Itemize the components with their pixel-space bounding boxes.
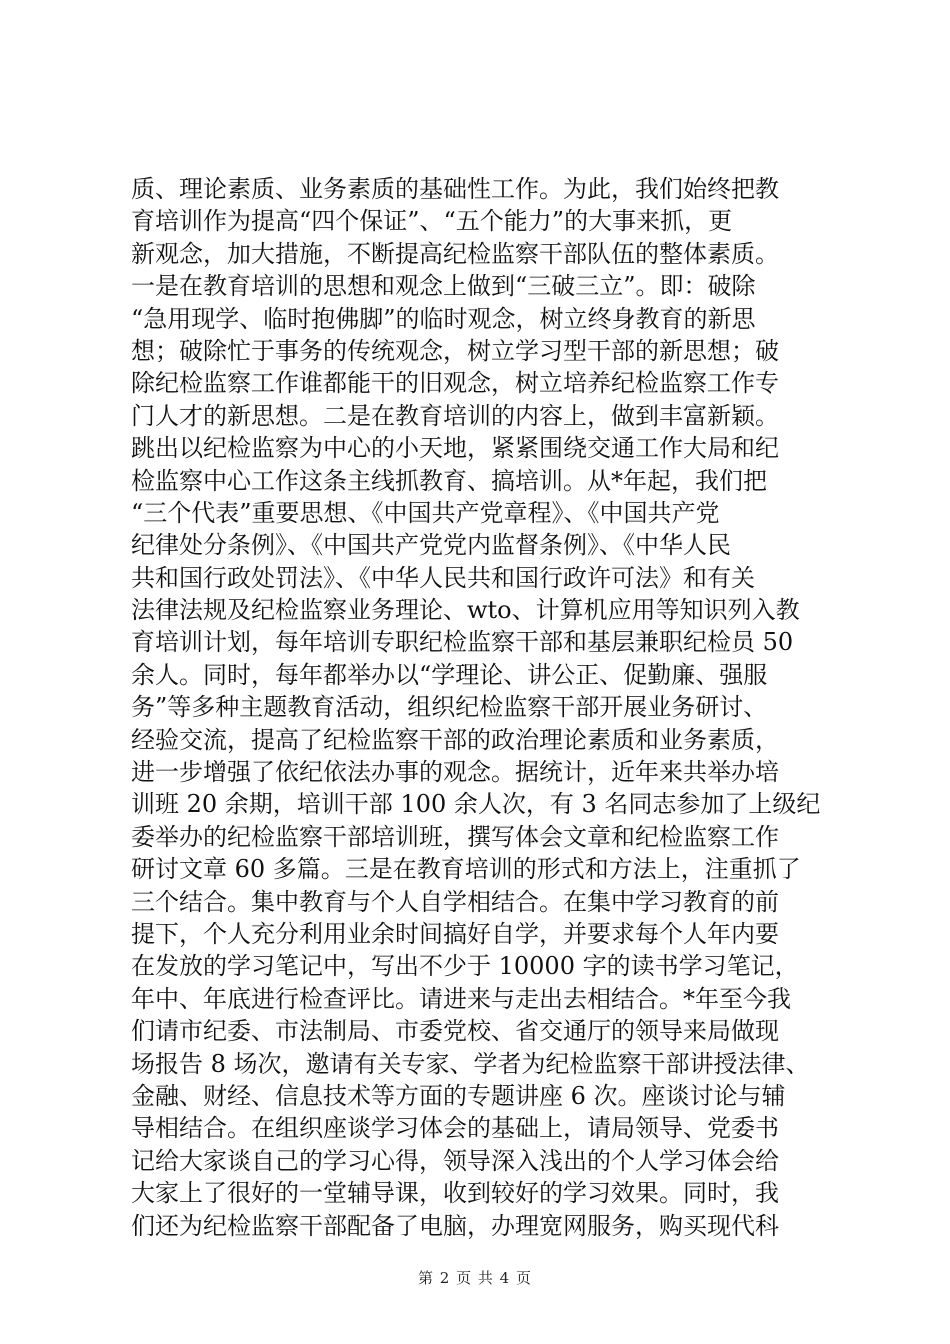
- text-line: 场报告 8 场次，邀请有关专家、学者为纪检监察干部讲授法律、: [131, 1049, 810, 1078]
- text-line: 一是在教育培训的思想和观念上做到“三破三立”。即：破除: [131, 272, 756, 301]
- text-line: 新观念，加大措施，不断提高纪检监察干部队伍的整体素质。: [131, 239, 779, 268]
- text-line: 大家上了很好的一堂辅导课，收到较好的学习效果。同时，我: [131, 1179, 779, 1208]
- text-line: 们请市纪委、市法制局、市委党校、省交通厅的领导来局做现: [131, 1017, 779, 1046]
- page-footer: 第 2 页 共 4 页: [418, 1269, 532, 1287]
- text-line: 三个结合。集中教育与个人自学相结合。在集中学习教育的前: [131, 887, 779, 916]
- text-line: 务”等多种主题教育活动，组织纪检监察干部开展业务研讨、: [131, 693, 768, 722]
- text-line: 们还为纪检监察干部配备了电脑，办理宽网服务，购买现代科: [131, 1211, 779, 1240]
- text-line: 在发放的学习笔记中，写出不少于 10000 字的读书学习笔记，: [131, 952, 799, 981]
- text-line: “急用现学、临时抱佛脚”的临时观念，树立终身教育的新思: [131, 304, 756, 333]
- body-paragraph: [131, 173, 831, 1242]
- text-line: “三个代表”重要思想、《中国共产党章程》、《中国共产党: [131, 498, 720, 527]
- text-line: 法律法规及纪检监察业务理论、wto、计算机应用等知识列入教: [131, 596, 800, 625]
- text-line: 记给大家谈自己的学习心得，领导深入浅出的个人学习体会给: [131, 1146, 779, 1175]
- text-line: 想；破除忙于事务的传统观念，树立学习型干部的新思想；破: [131, 336, 779, 365]
- text-line: 委举办的纪检监察干部培训班，撰写体会文章和纪检监察工作: [131, 822, 779, 851]
- text-line: 金融、财经、信息技术等方面的专题讲座 6 次。座谈讨论与辅: [131, 1081, 786, 1110]
- text-line: 提下，个人充分利用业余时间搞好自学，并要求每个人年内要: [131, 919, 779, 948]
- text-line: 年中、年底进行检查评比。请进来与走出去相结合。*年至今我: [131, 984, 791, 1013]
- text-line: 余人。同时，每年都举办以“学理论、讲公正、促勤廉、强服: [131, 660, 768, 689]
- text-line: 纪律处分条例》、《中国共产党党内监督条例》、《中华人民: [131, 531, 731, 560]
- text-line: 除纪检监察工作谁都能干的旧观念，树立培养纪检监察工作专: [131, 369, 779, 398]
- text-line: 经验交流，提高了纪检监察干部的政治理论素质和业务素质，: [131, 725, 779, 754]
- text-line: 进一步增强了依纪依法办事的观念。据统计，近年来共举办培: [131, 758, 779, 787]
- text-line: 共和国行政处罚法》、《中华人民共和国行政许可法》和有关: [131, 563, 755, 592]
- text-line: 质、理论素质、业务素质的基础性工作。为此，我们始终把教: [131, 175, 779, 203]
- text-line: 研讨文章 60 多篇。三是在教育培训的形式和方法上，注重抓了: [131, 855, 801, 884]
- text-line: 检监察中心工作这条主线抓教育、搞培训。从*年起，我们把: [131, 466, 767, 495]
- text-line: 门人才的新思想。二是在教育培训的内容上，做到丰富新颖。: [131, 401, 779, 430]
- text-line: 育培训计划，每年培训专职纪检监察干部和基层兼职纪检员 50: [131, 628, 794, 657]
- text-line: 跳出以纪检监察为中心的小天地，紧紧围绕交通工作大局和纪: [131, 434, 779, 463]
- text-line: 训班 20 余期，培训干部 100 余人次，有 3 名同志参加了上级纪: [131, 790, 821, 819]
- text-line: 导相结合。在组织座谈学习体会的基础上，请局领导、党委书: [131, 1114, 779, 1143]
- text-line: 育培训作为提高“四个保证”、“五个能力”的大事来抓，更: [131, 207, 733, 236]
